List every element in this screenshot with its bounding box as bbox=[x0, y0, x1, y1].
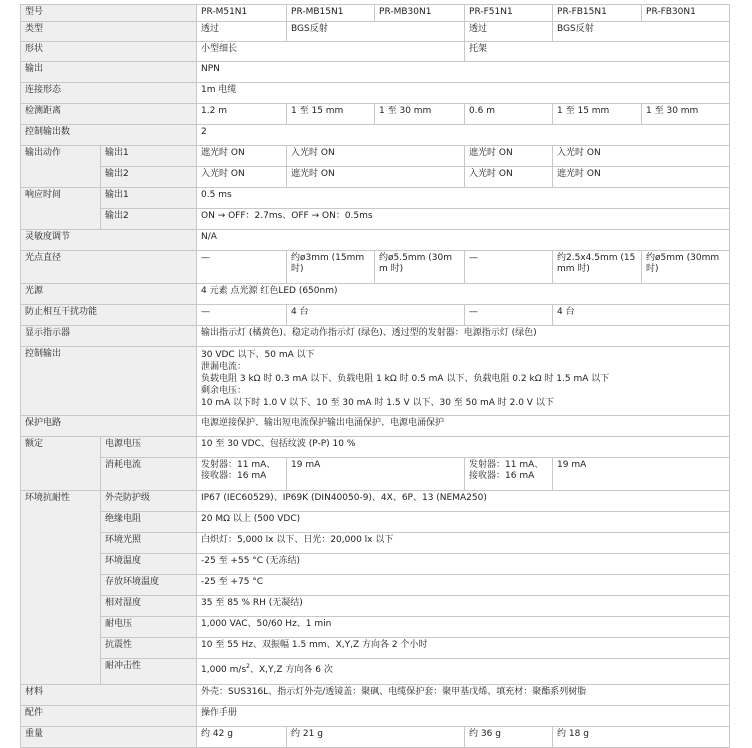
sub-label: 存放环境温度 bbox=[101, 575, 197, 596]
consumption-line: 接收器：16 mA bbox=[201, 471, 267, 481]
model-name: PR-FB15N1 bbox=[553, 5, 642, 22]
type-row bbox=[21, 22, 730, 42]
control-output-line: 剩余电压： bbox=[201, 386, 247, 396]
light-source-value: 4 元素 点光源 红色LED (650nm) bbox=[197, 284, 730, 305]
row-label: 光点直径 bbox=[21, 251, 197, 284]
action-value: 入光时 ON bbox=[553, 146, 730, 167]
distance-value: 1.2 m bbox=[197, 104, 287, 125]
protection-value: 电源逆接保护、输出短电流保护输出电涌保护、电源电涌保护 bbox=[197, 416, 730, 437]
row-label: 额定 bbox=[21, 437, 101, 491]
environment-value: 白炽灯：5,000 lx 以下、日光：20,000 lx 以下 bbox=[197, 533, 730, 554]
sensitivity-row bbox=[21, 230, 730, 251]
sub-label: 消耗电流 bbox=[101, 458, 197, 491]
connection-row bbox=[21, 83, 730, 104]
row-label: 响应时间 bbox=[21, 188, 101, 230]
output-action-row bbox=[21, 167, 730, 188]
control-outputs-value: 2 bbox=[197, 125, 730, 146]
control-output-line: 30 VDC 以下、50 mA 以下 bbox=[201, 350, 315, 360]
model-name: PR-M51N1 bbox=[197, 5, 287, 22]
indicator-value: 输出指示灯 (橘黄色)、稳定动作指示灯 (绿色)、透过型的发射器：电源指示灯 (绿色) bbox=[197, 326, 730, 347]
row-label: 灵敏度调节 bbox=[21, 230, 197, 251]
action-value: 遮光时 ON bbox=[287, 167, 465, 188]
row-label: 环境抗耐性 bbox=[21, 491, 101, 685]
consumption-line: 接收器：16 mA bbox=[469, 471, 535, 481]
accessory-value: 操作手册 bbox=[197, 706, 730, 727]
sub-label: 环境光照 bbox=[101, 533, 197, 554]
environment-row bbox=[21, 596, 730, 617]
rating-row bbox=[21, 437, 730, 458]
spot-value: 约ø5.5mm (30mm 时) bbox=[375, 251, 465, 284]
consumption-line: 发射器：11 mA、 bbox=[469, 460, 544, 470]
row-label: 输出动作 bbox=[21, 146, 101, 188]
consumption-line: 发射器：11 mA、 bbox=[201, 460, 276, 470]
sensitivity-value: N/A bbox=[197, 230, 730, 251]
environment-value: 1,000 VAC、50/60 Hz、1 min bbox=[197, 617, 730, 638]
sub-label: 耐电压 bbox=[101, 617, 197, 638]
spec-table bbox=[20, 4, 730, 748]
weight-value: 约 18 g bbox=[553, 727, 730, 748]
environment-value: IP67 (IEC60529)、IP69K (DIN40050-9)、4X、6P、13 (NEMA250) bbox=[197, 491, 730, 512]
environment-value: 10 至 55 Hz、双振幅 1.5 mm、X,Y,Z 方向各 2 个小时 bbox=[197, 638, 730, 659]
weight-value: 约 42 g bbox=[197, 727, 287, 748]
control-output-line: 负载电阻 3 kΩ 时 0.3 mA 以下、负载电阻 1 kΩ 时 0.5 mA 以下、负载电阻 0.2 kΩ 时 1.5 mA 以下 bbox=[201, 374, 610, 384]
shape-value: 托架 bbox=[465, 42, 730, 62]
connection-value: 1m 电缆 bbox=[197, 83, 730, 104]
distance-value: 0.6 m bbox=[465, 104, 553, 125]
row-label: 类型 bbox=[21, 22, 197, 42]
action-value: 遮光时 ON bbox=[465, 146, 553, 167]
weight-row bbox=[21, 727, 730, 748]
sub-label: 外壳防护级 bbox=[101, 491, 197, 512]
environment-row bbox=[21, 617, 730, 638]
material-value: 外壳：SUS316L、指示灯外壳/透镜盖：聚砜、电缆保护套：聚甲基戊烯、填充材：聚酯系列树脂 bbox=[197, 685, 730, 706]
model-name: PR-MB15N1 bbox=[287, 5, 375, 22]
consumption-value: 19 mA bbox=[553, 458, 730, 491]
sub-label: 输出2 bbox=[101, 209, 197, 230]
type-value: 透过 bbox=[465, 22, 553, 42]
action-value: 入光时 ON bbox=[465, 167, 553, 188]
row-label: 显示指示器 bbox=[21, 326, 197, 347]
type-value: BGS反射 bbox=[553, 22, 730, 42]
output-action-row bbox=[21, 146, 730, 167]
control-output-line: 10 mA 以下时 1.0 V 以下、10 至 30 mA 时 1.5 V 以下、30 至 50 mA 时 2.0 V 以下 bbox=[201, 398, 554, 408]
header-row bbox=[21, 5, 730, 22]
action-value: 遮光时 ON bbox=[197, 146, 287, 167]
consumption-value bbox=[197, 458, 287, 491]
sub-label: 电源电压 bbox=[101, 437, 197, 458]
material-row bbox=[21, 685, 730, 706]
interference-row bbox=[21, 305, 730, 326]
row-label: 重量 bbox=[21, 727, 197, 748]
sub-label: 输出1 bbox=[101, 146, 197, 167]
action-value: 入光时 ON bbox=[197, 167, 287, 188]
control-output-line: 泄漏电流： bbox=[201, 362, 247, 372]
control-output-row bbox=[21, 347, 730, 416]
distance-row bbox=[21, 104, 730, 125]
weight-value: 约 36 g bbox=[465, 727, 553, 748]
distance-value: 1 至 15 mm bbox=[553, 104, 642, 125]
model-header-label: 型号 bbox=[21, 5, 197, 22]
response-row bbox=[21, 209, 730, 230]
weight-value: 约 21 g bbox=[287, 727, 465, 748]
environment-row bbox=[21, 554, 730, 575]
sub-label: 绝缘电阻 bbox=[101, 512, 197, 533]
shock-prefix: 1,000 m/s bbox=[201, 665, 247, 675]
interference-value: 4 台 bbox=[553, 305, 730, 326]
environment-value: 35 至 85 % RH (无凝结) bbox=[197, 596, 730, 617]
light-source-row bbox=[21, 284, 730, 305]
environment-row bbox=[21, 512, 730, 533]
response-row bbox=[21, 188, 730, 209]
model-name: PR-MB30N1 bbox=[375, 5, 465, 22]
model-name: PR-FB30N1 bbox=[642, 5, 730, 22]
environment-value: -25 至 +75 °C bbox=[197, 575, 730, 596]
spot-value: 约ø3mm (15mm 时) bbox=[287, 251, 375, 284]
control-outputs-row bbox=[21, 125, 730, 146]
type-value: 透过 bbox=[197, 22, 287, 42]
row-label: 控制输出 bbox=[21, 347, 197, 416]
sub-label: 耐冲击性 bbox=[101, 659, 197, 685]
environment-row bbox=[21, 533, 730, 554]
type-value: BGS反射 bbox=[287, 22, 465, 42]
spot-value: 约2.5x4.5mm (15 mm 时) bbox=[553, 251, 642, 284]
environment-value: 20 MΩ 以上 (500 VDC) bbox=[197, 512, 730, 533]
indicator-row bbox=[21, 326, 730, 347]
row-label: 材料 bbox=[21, 685, 197, 706]
shape-value: 小型细长 bbox=[197, 42, 465, 62]
sub-label: 输出1 bbox=[101, 188, 197, 209]
interference-value: 4 台 bbox=[287, 305, 465, 326]
rating-row bbox=[21, 458, 730, 491]
response-value: 0.5 ms bbox=[197, 188, 730, 209]
voltage-value: 10 至 30 VDC、包括纹波 (P-P) 10 % bbox=[197, 437, 730, 458]
shock-value bbox=[197, 659, 730, 685]
row-label: 控制输出数 bbox=[21, 125, 197, 146]
output-row bbox=[21, 62, 730, 83]
row-label: 保护电路 bbox=[21, 416, 197, 437]
shock-exponent: 2 bbox=[246, 663, 250, 670]
consumption-value bbox=[465, 458, 553, 491]
protection-row bbox=[21, 416, 730, 437]
row-label: 检测距离 bbox=[21, 104, 197, 125]
sub-label: 相对湿度 bbox=[101, 596, 197, 617]
model-name: PR-F51N1 bbox=[465, 5, 553, 22]
distance-value: 1 至 30 mm bbox=[375, 104, 465, 125]
accessory-row bbox=[21, 706, 730, 727]
sub-label: 环境温度 bbox=[101, 554, 197, 575]
environment-row bbox=[21, 638, 730, 659]
action-value: 遮光时 ON bbox=[553, 167, 730, 188]
row-label: 防止相互干扰功能 bbox=[21, 305, 197, 326]
interference-value: — bbox=[197, 305, 287, 326]
shock-suffix: 、X,Y,Z 方向各 6 次 bbox=[249, 665, 333, 675]
spot-value: — bbox=[197, 251, 287, 284]
environment-value: -25 至 +55 °C (无冻结) bbox=[197, 554, 730, 575]
row-label: 形状 bbox=[21, 42, 197, 62]
distance-value: 1 至 30 mm bbox=[642, 104, 730, 125]
row-label: 连接形态 bbox=[21, 83, 197, 104]
distance-value: 1 至 15 mm bbox=[287, 104, 375, 125]
row-label: 输出 bbox=[21, 62, 197, 83]
environment-row bbox=[21, 575, 730, 596]
spot-value: 约ø5mm (30mm 时) bbox=[642, 251, 730, 284]
spot-value: — bbox=[465, 251, 553, 284]
response-value: ON → OFF：2.7ms、OFF → ON：0.5ms bbox=[197, 209, 730, 230]
consumption-value: 19 mA bbox=[287, 458, 465, 491]
sub-label: 抗震性 bbox=[101, 638, 197, 659]
output-value: NPN bbox=[197, 62, 730, 83]
interference-value: — bbox=[465, 305, 553, 326]
environment-row bbox=[21, 659, 730, 685]
row-label: 光源 bbox=[21, 284, 197, 305]
environment-row bbox=[21, 491, 730, 512]
shape-row bbox=[21, 42, 730, 62]
action-value: 入光时 ON bbox=[287, 146, 465, 167]
sub-label: 输出2 bbox=[101, 167, 197, 188]
control-output-value bbox=[197, 347, 730, 416]
spot-row bbox=[21, 251, 730, 284]
row-label: 配件 bbox=[21, 706, 197, 727]
